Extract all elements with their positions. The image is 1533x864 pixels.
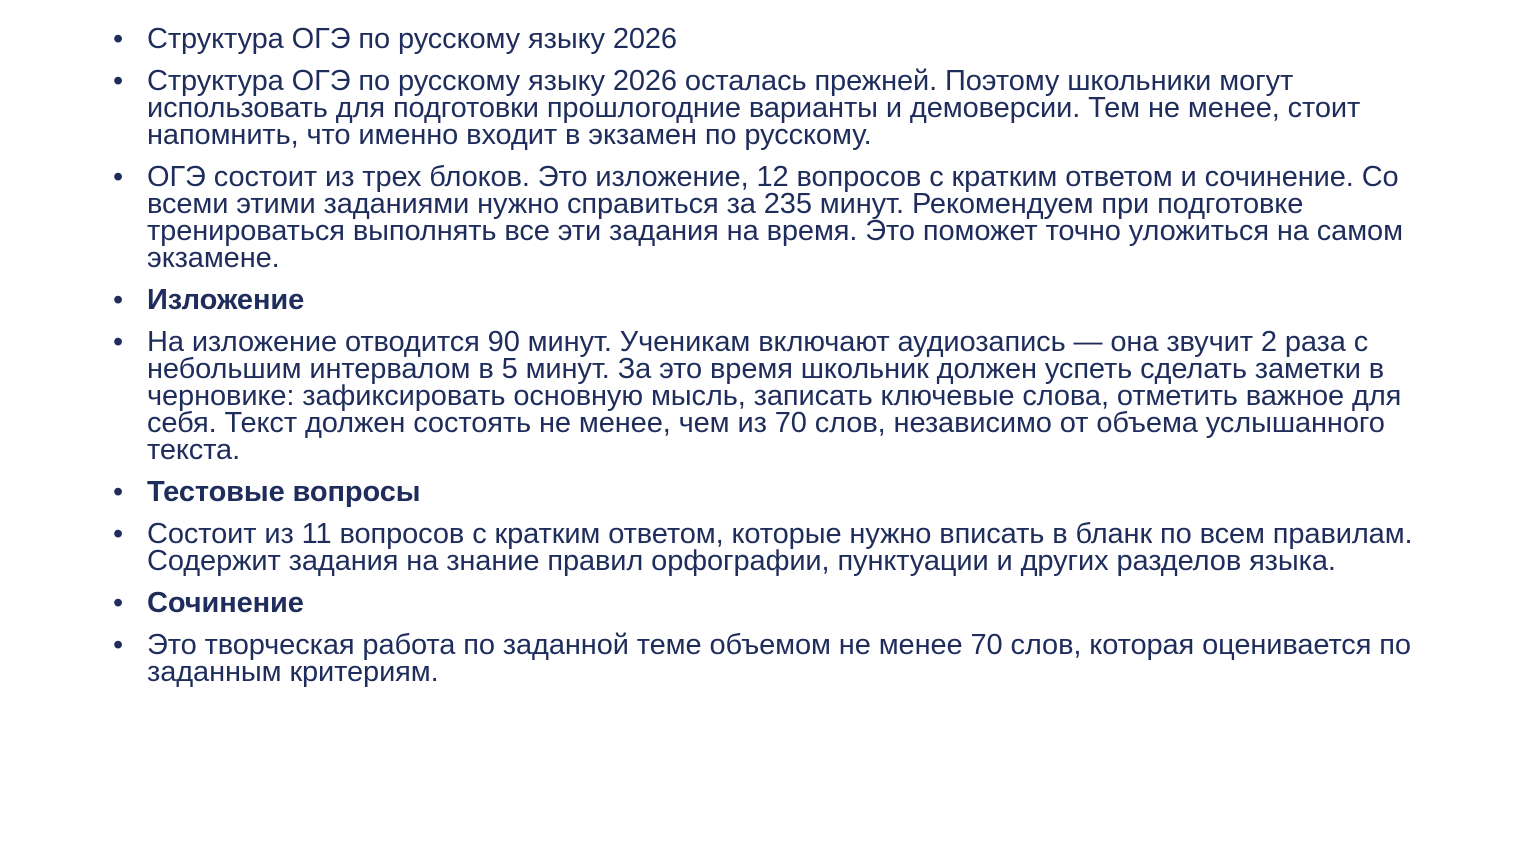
bullet-text: ОГЭ состоит из трех блоков. Это изложение, 12 вопросов с кратким ответом и сочинение. Со всеми этими заданиями нужно справиться за 235 минут. Рекомендуем при подготовке тренироваться выполнять все эти задания на время. Это поможет точно уложиться на самом экзамене. [147,161,1403,274]
bullet-icon: • [113,476,124,508]
bullet-text: Это творческая работа по заданной теме объемом не менее 70 слов, которая оценивается по заданным критериям. [147,629,1411,688]
bullet-text: Тестовые вопросы [147,476,421,508]
section-heading-izlozhenie [113,284,1423,316]
bullet-text: На изложение отводится 90 минут. Ученикам включают аудиозапись — она звучит 2 раза с небольшим интервалом в 5 минут. За это время школьник должен успеть сделать заметки в черновике: зафиксировать основную мысль, записать ключевые слова, отметить важное для себя. Текст должен состоять не менее, чем из 70 слов, независимо от объема услышанного текста. [147,326,1402,466]
bullet-icon: • [113,284,124,316]
bullet-text: Изложение [147,284,305,316]
bullet-text: Сочинение [147,587,304,619]
bullet-text: Состоит из 11 вопросов с кратким ответом, которые нужно вписать в бланк по всем правилам. Содержит задания на знание правил орфографии, пунктуации и других разделов языка. [147,518,1413,577]
section-heading-sochinenie [113,587,1423,619]
section-heading-test-questions [113,476,1423,508]
bullet-icon: • [113,587,124,619]
bullet-text: Структура ОГЭ по русскому языку 2026 осталась прежней. Поэтому школьники могут использовать для подготовки прошлогодние варианты и демоверсии. Тем не менее, стоит напомнить, что именно входит в экзамен по русскому. [147,65,1361,151]
bullet-item-structure-title [113,23,1423,55]
bullet-icon: • [113,629,124,661]
bullet-item-test-details [113,518,1423,577]
bullet-icon: • [113,518,124,550]
bullet-icon: • [113,161,124,193]
bullet-item-sochinenie-details [113,629,1423,688]
bullet-item-structure-unchanged [113,65,1423,151]
bullet-item-three-blocks [113,161,1423,274]
bullet-icon: • [113,65,124,97]
bullet-icon: • [113,23,124,55]
bullet-list [113,23,1423,701]
bullet-item-izlozhenie-details [113,326,1423,466]
bullet-text: Структура ОГЭ по русскому языку 2026 [147,23,677,55]
bullet-icon: • [113,326,124,358]
